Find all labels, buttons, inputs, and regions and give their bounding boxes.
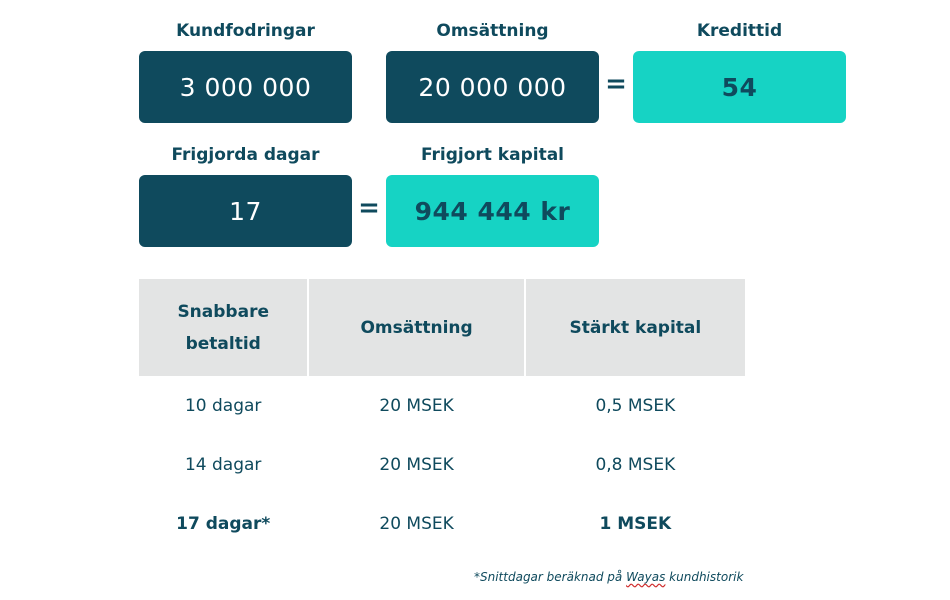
footnote [474, 570, 743, 584]
table-cell-days: 14 dagar [184, 454, 262, 475]
column-header-revenue: Omsättning [307, 279, 523, 376]
credit-time-value-box: 54 [633, 51, 846, 123]
equals-sign: = [605, 69, 627, 99]
freed-days-value-box: 17 [139, 175, 352, 247]
column-header-faster-payment: Snabbare betaltid [177, 301, 269, 354]
equals-sign: = [358, 193, 380, 223]
credit-time-label: Kredittid [696, 21, 783, 41]
receivables-value-box: 3 000 000 [139, 51, 352, 123]
table-cell-days: 17 dagar* [176, 513, 271, 534]
table-cell-revenue: 20 MSEK [379, 513, 454, 534]
table-header-row [139, 279, 745, 376]
table-cell-days: 10 dagar [184, 395, 262, 416]
revenue-value-box: 20 000 000 [386, 51, 599, 123]
table-cell-revenue: 20 MSEK [379, 395, 454, 416]
column-header-strengthened-capital: Stärkt kapital [524, 279, 745, 376]
receivables-label: Kundfodringar [176, 21, 315, 41]
table-row [139, 376, 745, 435]
table-cell-capital: 0,8 MSEK [595, 454, 676, 475]
table-cell-revenue: 20 MSEK [379, 454, 454, 475]
capital-table [139, 279, 745, 553]
freed-capital-value-box: 944 444 kr [386, 175, 599, 247]
freed-capital-label: Frigjort kapital [420, 145, 565, 165]
freed-days-label: Frigjorda dagar [171, 145, 320, 165]
footnote-text-end: kundhistorik [665, 570, 744, 584]
table-row [139, 494, 745, 553]
table-cell-capital: 0,5 MSEK [595, 395, 676, 416]
revenue-label: Omsättning [436, 21, 549, 41]
footnote-brand: Wayas [626, 570, 666, 584]
footnote-text-start: *Snittdagar beräknad på [474, 570, 627, 584]
table-cell-capital: 1 MSEK [599, 513, 672, 534]
table-row [139, 435, 745, 494]
